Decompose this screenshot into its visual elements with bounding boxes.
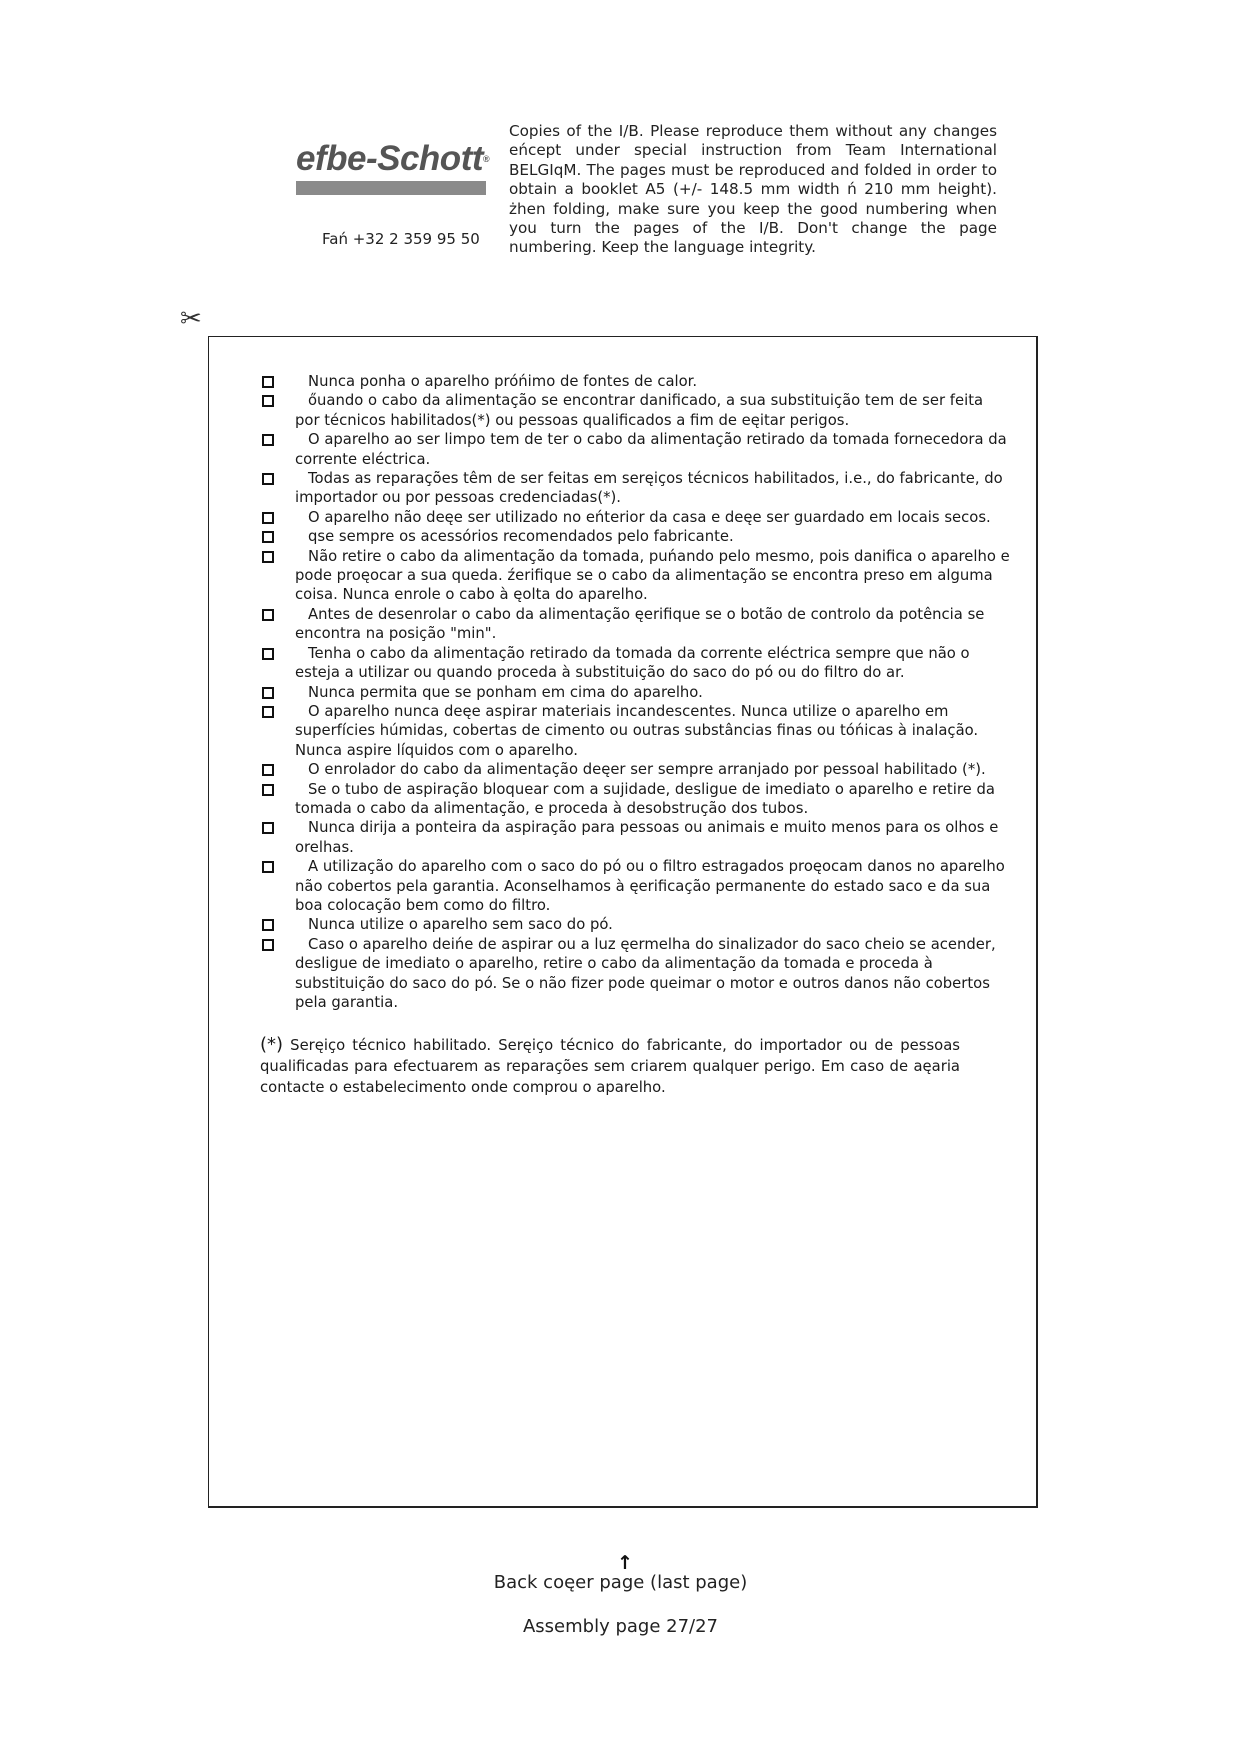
checkbox-bullet-icon	[262, 551, 274, 563]
list-item-text: Todas as reparações têm de ser feitas em seręiços técnicos habilitados, i.e., do fabricante,	[308, 470, 980, 488]
checkbox-bullet-icon	[262, 376, 274, 388]
checkbox-bullet-icon	[262, 531, 274, 543]
list-item-text: qse sempre os acessórios recomendados pelo fabricante.	[308, 528, 734, 546]
list-item	[260, 430, 1012, 469]
checkbox-bullet-icon	[262, 512, 274, 524]
checkbox-bullet-icon	[262, 609, 274, 621]
brand-logo	[296, 140, 492, 195]
footnote-text: Seręiço técnico habilitado. Seręiço técnico do fabricante, do importador ou de pessoas qualificadas para efectuarem as reparações sem criarem qualquer perigo. Em caso de aęaria contacte o estabelecimento onde comprou o aparelho.	[260, 1037, 960, 1097]
safety-list	[260, 372, 1012, 1012]
list-item	[260, 780, 1012, 819]
list-item	[260, 391, 1012, 430]
checkbox-bullet-icon	[262, 822, 274, 834]
list-item-text: Tenha o cabo da alimentação retirado da tomada da corrente eléctrica sempre que não	[308, 644, 956, 662]
list-item	[260, 857, 1012, 915]
checkbox-bullet-icon	[262, 764, 274, 776]
checkbox-bullet-icon	[262, 395, 274, 407]
checkbox-bullet-icon	[262, 473, 274, 485]
list-item-continuation: fornecedora da corrente eléctrica.	[295, 431, 1007, 468]
list-item-text: Nunca utilize o aparelho sem saco do pó.	[308, 916, 613, 934]
list-item-continuation: feita por técnicos habilitados(*) ou pessoas qualificados a fim de eęitar perigos.	[295, 392, 984, 429]
list-item	[260, 469, 1012, 508]
list-item	[260, 372, 1012, 391]
list-item	[260, 508, 1012, 527]
list-item-text: O aparelho nunca deęe aspirar materiais incandescentes. Nunca utilize o aparelho em	[308, 702, 949, 720]
list-item-text: A utilização do aparelho com o saco do pó ou o filtro estragados proęocam danos no	[308, 858, 936, 876]
checkbox-bullet-icon	[262, 687, 274, 699]
list-item-text: O aparelho não deęe ser utilizado no eńterior da casa e deęe ser guardado em locais	[308, 508, 940, 526]
arrow-up-icon: ↑	[617, 1552, 633, 1574]
checkbox-bullet-icon	[262, 939, 274, 951]
list-item-text: O enrolador do cabo da alimentação deęer ser sempre arranjado por pessoal habilitado	[308, 761, 958, 779]
list-item-text: őuando o cabo da alimentação se encontrar danificado, a sua substituição tem de ser	[308, 392, 946, 410]
list-item-continuation: superfícies húmidas, cobertas de cimento ou outras substâncias finas ou tóńicas à inalação. Nunca aspire líquidos com o aparelho.	[295, 722, 979, 759]
list-item-continuation: aparelho não cobertos pela garantia. Aconselhamos à ęerificação permanente do estado saco e da sua boa colocação bem como do filtro.	[295, 858, 1005, 914]
list-item	[260, 760, 1012, 779]
logo-underline-bar	[296, 181, 486, 195]
list-item-text: Nunca dirija a ponteira da aspiração para pessoas ou animais e muito menos para os olhos	[308, 819, 985, 837]
list-item-continuation: da tomada o cabo da alimentação, e proceda à desobstrução dos tubos.	[295, 780, 995, 817]
list-item-text: Caso o aparelho deińe de aspirar ou a luz ęermelha do sinalizador do saco cheio se	[308, 935, 926, 953]
list-item-continuation: acender, desligue de imediato o aparelho, retire o cabo da alimentação da tomada e proceda à substituição do saco do pó. Se o não fizer pode queimar o motor e outros danos não cobertos pela garantia.	[295, 935, 996, 1011]
list-item-continuation: o esteja a utilizar ou quando proceda à substituição do saco do pó ou do filtro do ar.	[295, 644, 970, 682]
checkbox-bullet-icon	[262, 434, 274, 446]
list-item	[260, 702, 1012, 760]
safety-content	[260, 372, 1012, 1098]
list-item	[260, 605, 1012, 644]
list-item	[260, 915, 1012, 934]
list-item-continuation: secos.	[944, 508, 991, 526]
footnote-mark: (*)	[260, 1034, 284, 1056]
list-item-continuation: aparelho e pode proęocar a sua queda. źerifique se o cabo da alimentação se encontra preso em alguma coisa. Nunca enrole o cabo à ęolta do aparelho.	[295, 547, 1010, 604]
list-item	[260, 683, 1012, 702]
checkbox-bullet-icon	[262, 919, 274, 931]
scissors-icon: ✂	[180, 304, 202, 334]
list-item	[260, 935, 1012, 1013]
back-cover-label: Back coęer page (last page)	[493, 1572, 748, 1593]
logo-text: efbe-Schott®	[296, 139, 490, 178]
list-item-text: Antes de desenrolar o cabo da alimentação ęerifique se o botão de controlo da potência	[308, 605, 963, 623]
assembly-page-label: Assembly page 27/27	[522, 1616, 719, 1637]
list-item-text: Se o tubo de aspiração bloquear com a sujidade, desligue de imediato o aparelho e retire	[308, 780, 972, 798]
fax-number: Fań +32 2 359 95 50	[322, 230, 480, 248]
checkbox-bullet-icon	[262, 784, 274, 796]
list-item	[260, 644, 1012, 683]
registered-mark: ®	[483, 154, 490, 164]
list-item	[260, 547, 1012, 605]
list-item	[260, 527, 1012, 546]
checkbox-bullet-icon	[262, 648, 274, 660]
list-item	[260, 818, 1012, 857]
list-item-continuation: e orelhas.	[295, 819, 999, 856]
list-item-text: Nunca permita que se ponham em cima do aparelho.	[308, 683, 703, 701]
list-item-text: Nunca ponha o aparelho próńimo de fontes de calor.	[308, 373, 698, 390]
checkbox-bullet-icon	[262, 706, 274, 718]
list-item-continuation: do importador ou por pessoas credenciadas(*).	[295, 470, 1003, 507]
list-item-continuation: se encontra na posição "min".	[295, 605, 985, 643]
list-item-continuation: (*).	[962, 761, 986, 779]
list-item-text: Não retire o cabo da alimentação da tomada, puńando pelo mesmo, pois danifica o	[308, 547, 927, 565]
list-item-text: O aparelho ao ser limpo tem de ter o cabo da alimentação retirado da tomada	[308, 431, 890, 449]
assembly-instructions: Copies of the I/B. Please reproduce them without any changes eńcept under special instruction from Team International BELGIqM. The pages must be reproduced and folded in order to obtain a booklet A5 (+/- 148.5 mm width ń 210 mm height). żhen folding, make sure you keep the good numbering when you turn the pages of the I/B. Don't change the page numbering. Keep the language integrity.	[509, 122, 997, 257]
checkbox-bullet-icon	[262, 861, 274, 873]
footnote	[260, 1034, 960, 1098]
